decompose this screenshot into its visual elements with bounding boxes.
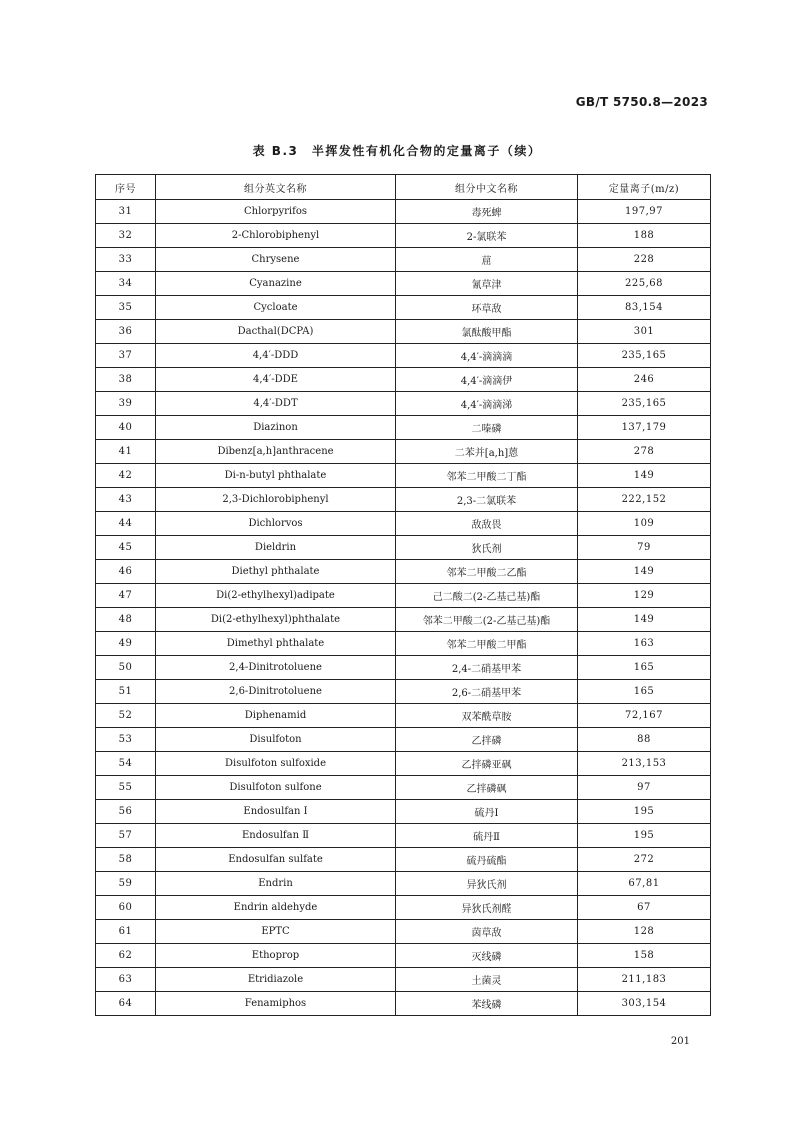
cell-quant-ion: 228 [578, 248, 711, 272]
cell-no: 49 [96, 632, 156, 656]
table-row [96, 632, 711, 656]
cell-chinese-name: 硫丹Ⅰ [396, 800, 578, 824]
cell-chinese-name: 氯酞酸甲酯 [396, 320, 578, 344]
cell-quant-ion: 129 [578, 584, 711, 608]
cell-no: 45 [96, 536, 156, 560]
cell-quant-ion: 188 [578, 224, 711, 248]
cell-no: 57 [96, 824, 156, 848]
cell-english-name: 2,6-Dinitrotoluene [156, 680, 396, 704]
cell-english-name: 2,3-Dichlorobiphenyl [156, 488, 396, 512]
table-row [96, 848, 711, 872]
cell-chinese-name: 毒死蜱 [396, 200, 578, 224]
cell-quant-ion: 72,167 [578, 704, 711, 728]
cell-no: 55 [96, 776, 156, 800]
col-header-chinese-name: 组分中文名称 [396, 175, 578, 200]
table-row [96, 920, 711, 944]
cell-english-name: Chrysene [156, 248, 396, 272]
table-row [96, 656, 711, 680]
cell-english-name: Cyanazine [156, 272, 396, 296]
cell-english-name: Ethoprop [156, 944, 396, 968]
cell-chinese-name: 2-氯联苯 [396, 224, 578, 248]
cell-chinese-name: 茵草敌 [396, 920, 578, 944]
table-row [96, 536, 711, 560]
cell-quant-ion: 137,179 [578, 416, 711, 440]
table-header-row [96, 175, 711, 200]
cell-quant-ion: 109 [578, 512, 711, 536]
cell-no: 31 [96, 200, 156, 224]
col-header-quant-ion: 定量离子(m/z) [578, 175, 711, 200]
cell-english-name: 4,4′-DDE [156, 368, 396, 392]
quant-ion-table [95, 174, 711, 1016]
cell-no: 32 [96, 224, 156, 248]
cell-chinese-name: 邻苯二甲酸二(2-乙基己基)酯 [396, 608, 578, 632]
cell-chinese-name: 邻苯二甲酸二甲酯 [396, 632, 578, 656]
cell-quant-ion: 225,68 [578, 272, 711, 296]
cell-quant-ion: 83,154 [578, 296, 711, 320]
cell-english-name: Endosulfan sulfate [156, 848, 396, 872]
cell-no: 50 [96, 656, 156, 680]
cell-quant-ion: 158 [578, 944, 711, 968]
cell-english-name: Dichlorvos [156, 512, 396, 536]
cell-no: 63 [96, 968, 156, 992]
table-row [96, 392, 711, 416]
cell-english-name: Diphenamid [156, 704, 396, 728]
table-row [96, 968, 711, 992]
col-header-english-name: 组分英文名称 [156, 175, 396, 200]
table-row [96, 752, 711, 776]
cell-english-name: 4,4′-DDT [156, 392, 396, 416]
table-row [96, 344, 711, 368]
cell-english-name: Dieldrin [156, 536, 396, 560]
cell-quant-ion: 303,154 [578, 992, 711, 1016]
table-row [96, 800, 711, 824]
table-row [96, 464, 711, 488]
table-row [96, 560, 711, 584]
table-row [96, 248, 711, 272]
table-caption: 表 B.3 半挥发性有机化合物的定量离子（续） [252, 144, 542, 158]
cell-quant-ion: 195 [578, 800, 711, 824]
cell-chinese-name: 2,6-二硝基甲苯 [396, 680, 578, 704]
cell-english-name: Dibenz[a,h]anthracene [156, 440, 396, 464]
table-row [96, 824, 711, 848]
cell-no: 47 [96, 584, 156, 608]
table-row [96, 440, 711, 464]
table-row [96, 296, 711, 320]
table-row [96, 776, 711, 800]
cell-chinese-name: 敌敌畏 [396, 512, 578, 536]
cell-no: 35 [96, 296, 156, 320]
cell-no: 41 [96, 440, 156, 464]
cell-chinese-name: 乙拌磷 [396, 728, 578, 752]
cell-chinese-name: 4,4′-滴滴伊 [396, 368, 578, 392]
cell-chinese-name: 邻苯二甲酸二乙酯 [396, 560, 578, 584]
cell-quant-ion: 67 [578, 896, 711, 920]
cell-quant-ion: 197,97 [578, 200, 711, 224]
cell-no: 54 [96, 752, 156, 776]
cell-no: 52 [96, 704, 156, 728]
cell-quant-ion: 97 [578, 776, 711, 800]
cell-no: 37 [96, 344, 156, 368]
cell-english-name: Endosulfan Ⅰ [156, 800, 396, 824]
table-row [96, 608, 711, 632]
cell-quant-ion: 165 [578, 680, 711, 704]
table-row [96, 944, 711, 968]
cell-quant-ion: 222,152 [578, 488, 711, 512]
cell-english-name: Etridiazole [156, 968, 396, 992]
cell-no: 44 [96, 512, 156, 536]
cell-no: 33 [96, 248, 156, 272]
cell-chinese-name: 䓛 [396, 248, 578, 272]
cell-english-name: Dacthal(DCPA) [156, 320, 396, 344]
cell-chinese-name: 苯线磷 [396, 992, 578, 1016]
cell-english-name: 2-Chlorobiphenyl [156, 224, 396, 248]
cell-english-name: Di-n-butyl phthalate [156, 464, 396, 488]
cell-english-name: Diazinon [156, 416, 396, 440]
cell-chinese-name: 二嗪磷 [396, 416, 578, 440]
cell-quant-ion: 165 [578, 656, 711, 680]
cell-quant-ion: 235,165 [578, 344, 711, 368]
cell-quant-ion: 301 [578, 320, 711, 344]
cell-no: 36 [96, 320, 156, 344]
table-row [96, 416, 711, 440]
cell-english-name: Chlorpyrifos [156, 200, 396, 224]
table-row [96, 704, 711, 728]
cell-no: 59 [96, 872, 156, 896]
cell-no: 38 [96, 368, 156, 392]
table-row [96, 224, 711, 248]
cell-english-name: Endrin aldehyde [156, 896, 396, 920]
cell-chinese-name: 狄氏剂 [396, 536, 578, 560]
cell-no: 62 [96, 944, 156, 968]
table-row [96, 368, 711, 392]
cell-no: 64 [96, 992, 156, 1016]
cell-quant-ion: 213,153 [578, 752, 711, 776]
cell-chinese-name: 4,4′-滴滴涕 [396, 392, 578, 416]
table-row [96, 992, 711, 1016]
cell-english-name: Cycloate [156, 296, 396, 320]
cell-quant-ion: 149 [578, 560, 711, 584]
col-header-no: 序号 [96, 175, 156, 200]
cell-quant-ion: 67,81 [578, 872, 711, 896]
cell-no: 42 [96, 464, 156, 488]
cell-no: 58 [96, 848, 156, 872]
cell-no: 56 [96, 800, 156, 824]
table-row [96, 512, 711, 536]
cell-no: 61 [96, 920, 156, 944]
cell-english-name: Disulfoton sulfone [156, 776, 396, 800]
cell-chinese-name: 2,3-二氯联苯 [396, 488, 578, 512]
cell-chinese-name: 4,4′-滴滴滴 [396, 344, 578, 368]
table-body [96, 200, 711, 1016]
cell-chinese-name: 己二酸二(2-乙基己基)酯 [396, 584, 578, 608]
table-row [96, 872, 711, 896]
cell-english-name: Di(2-ethylhexyl)adipate [156, 584, 396, 608]
cell-english-name: Disulfoton [156, 728, 396, 752]
cell-chinese-name: 双苯酰草胺 [396, 704, 578, 728]
cell-english-name: Fenamiphos [156, 992, 396, 1016]
table-row [96, 896, 711, 920]
cell-no: 51 [96, 680, 156, 704]
cell-chinese-name: 氰草津 [396, 272, 578, 296]
table-row [96, 488, 711, 512]
table-row [96, 272, 711, 296]
cell-chinese-name: 邻苯二甲酸二丁酯 [396, 464, 578, 488]
cell-quant-ion: 163 [578, 632, 711, 656]
cell-chinese-name: 异狄氏剂醛 [396, 896, 578, 920]
cell-quant-ion: 278 [578, 440, 711, 464]
cell-quant-ion: 211,183 [578, 968, 711, 992]
cell-quant-ion: 88 [578, 728, 711, 752]
cell-quant-ion: 272 [578, 848, 711, 872]
cell-english-name: Endosulfan Ⅱ [156, 824, 396, 848]
cell-english-name: Dimethyl phthalate [156, 632, 396, 656]
cell-english-name: Endrin [156, 872, 396, 896]
table-row [96, 320, 711, 344]
cell-chinese-name: 环草敌 [396, 296, 578, 320]
standard-code: GB/T 5750.8—2023 [575, 95, 708, 109]
cell-english-name: Disulfoton sulfoxide [156, 752, 396, 776]
cell-quant-ion: 235,165 [578, 392, 711, 416]
cell-no: 34 [96, 272, 156, 296]
cell-chinese-name: 灭线磷 [396, 944, 578, 968]
table-row [96, 584, 711, 608]
cell-quant-ion: 149 [578, 608, 711, 632]
table-row [96, 680, 711, 704]
cell-chinese-name: 硫丹硫酯 [396, 848, 578, 872]
cell-quant-ion: 149 [578, 464, 711, 488]
cell-no: 43 [96, 488, 156, 512]
table-row [96, 200, 711, 224]
cell-chinese-name: 2,4-二硝基甲苯 [396, 656, 578, 680]
cell-chinese-name: 异狄氏剂 [396, 872, 578, 896]
page-number: 201 [670, 1036, 690, 1047]
cell-english-name: 2,4-Dinitrotoluene [156, 656, 396, 680]
cell-english-name: 4,4′-DDD [156, 344, 396, 368]
cell-no: 60 [96, 896, 156, 920]
table-row [96, 728, 711, 752]
cell-quant-ion: 79 [578, 536, 711, 560]
cell-quant-ion: 195 [578, 824, 711, 848]
cell-no: 39 [96, 392, 156, 416]
cell-quant-ion: 128 [578, 920, 711, 944]
cell-chinese-name: 乙拌磷亚砜 [396, 752, 578, 776]
cell-no: 40 [96, 416, 156, 440]
cell-english-name: Diethyl phthalate [156, 560, 396, 584]
cell-english-name: EPTC [156, 920, 396, 944]
cell-english-name: Di(2-ethylhexyl)phthalate [156, 608, 396, 632]
cell-no: 53 [96, 728, 156, 752]
cell-chinese-name: 乙拌磷砜 [396, 776, 578, 800]
cell-chinese-name: 土菌灵 [396, 968, 578, 992]
cell-no: 46 [96, 560, 156, 584]
cell-chinese-name: 二苯并[a,h]蒽 [396, 440, 578, 464]
cell-quant-ion: 246 [578, 368, 711, 392]
cell-chinese-name: 硫丹Ⅱ [396, 824, 578, 848]
cell-no: 48 [96, 608, 156, 632]
